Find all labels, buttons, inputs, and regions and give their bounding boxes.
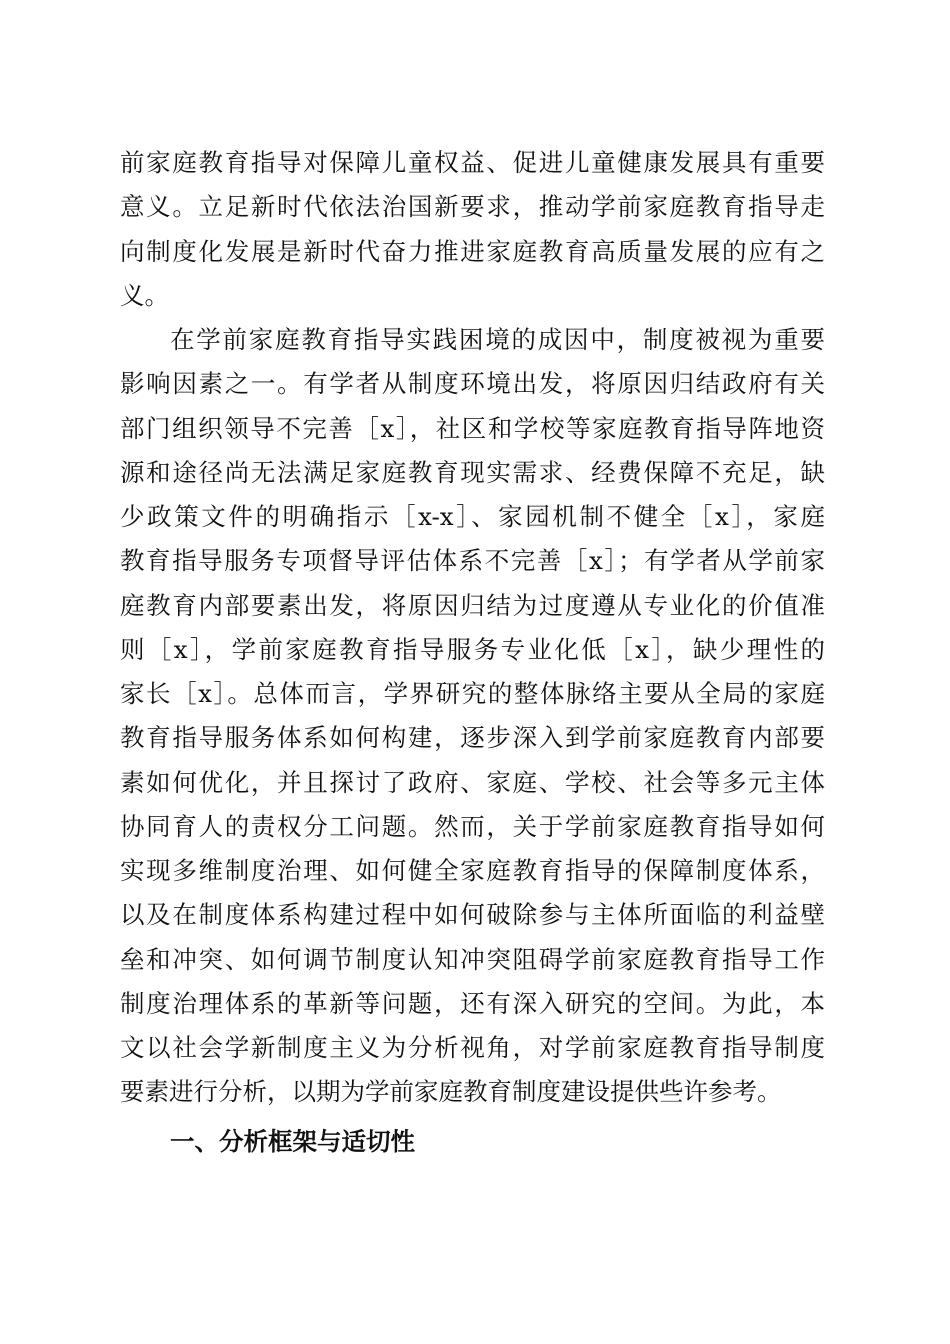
paragraph-2-line: 教育指导服务体系如何构建，逐步深入到学前家庭教育内部要 (120, 723, 825, 753)
paragraph-1-line: 向制度化发展是新时代奋力推进家庭教育高质量发展的应有之 (120, 236, 825, 266)
paragraph-2-line: 教育指导服务专项督导评估体系不完善［x］；有学者从学前家 (120, 546, 825, 576)
paragraph-2-line: 以及在制度体系构建过程中如何破除参与主体所面临的利益壁 (120, 900, 825, 930)
paragraph-2-line: 垒和冲突、如何调节制度认知冲突阻碍学前家庭教育指导工作 (120, 944, 825, 974)
paragraph-1-line: 意义。立足新时代依法治国新要求，推动学前家庭教育指导走 (120, 192, 825, 222)
paragraph-2-line: 素如何优化，并且探讨了政府、家庭、学校、社会等多元主体 (120, 767, 825, 797)
paragraph-2-line: 实现多维制度治理、如何健全家庭教育指导的保障制度体系， (120, 856, 825, 885)
paragraph-2-line: 少政策文件的明确指示［x-x］、家园机制不健全［x］，家庭 (120, 502, 825, 531)
paragraph-2-line: 制度治理体系的革新等问题，还有深入研究的空间。为此，本 (120, 988, 825, 1018)
paragraph-2-line: 协同育人的责权分工问题。然而，关于学前家庭教育指导如何 (120, 811, 825, 841)
paragraph-2-line: 部门组织领导不完善［x］，社区和学校等家庭教育指导阵地资 (120, 413, 825, 443)
paragraph-2-line: 庭教育内部要素出发，将原因归结为过度遵从专业化的价值准 (120, 590, 825, 620)
paragraph-1 (120, 141, 825, 318)
paragraph-2-line: 要素进行分析，以期为学前家庭教育制度建设提供些许参考。 (120, 1077, 782, 1107)
paragraph-1-line: 义。 (120, 280, 169, 310)
paragraph-2-line: 在学前家庭教育指导实践困境的成因中，制度被视为重要 (170, 325, 825, 354)
paragraph-2-line: 文以社会学新制度主义为分析视角，对学前家庭教育指导制度 (120, 1033, 825, 1062)
paragraph-2-line: 源和途径尚无法满足家庭教育现实需求、经费保障不充足，缺 (120, 457, 825, 487)
section-heading: 一、分析框架与适切性 (170, 1127, 415, 1156)
paragraph-2-line: 则［x］，学前家庭教育指导服务专业化低［x］，缺少理性的 (120, 634, 825, 664)
paragraph-1-line: 前家庭教育指导对保障儿童权益、促进儿童健康发展具有重要 (120, 148, 825, 177)
paragraph-2 (120, 318, 825, 1115)
paragraph-2-line: 影响因素之一。有学者从制度环境出发，将原因归结政府有关 (120, 369, 825, 399)
paragraph-2-line: 家长［x］。总体而言，学界研究的整体脉络主要从全局的家庭 (120, 679, 825, 708)
